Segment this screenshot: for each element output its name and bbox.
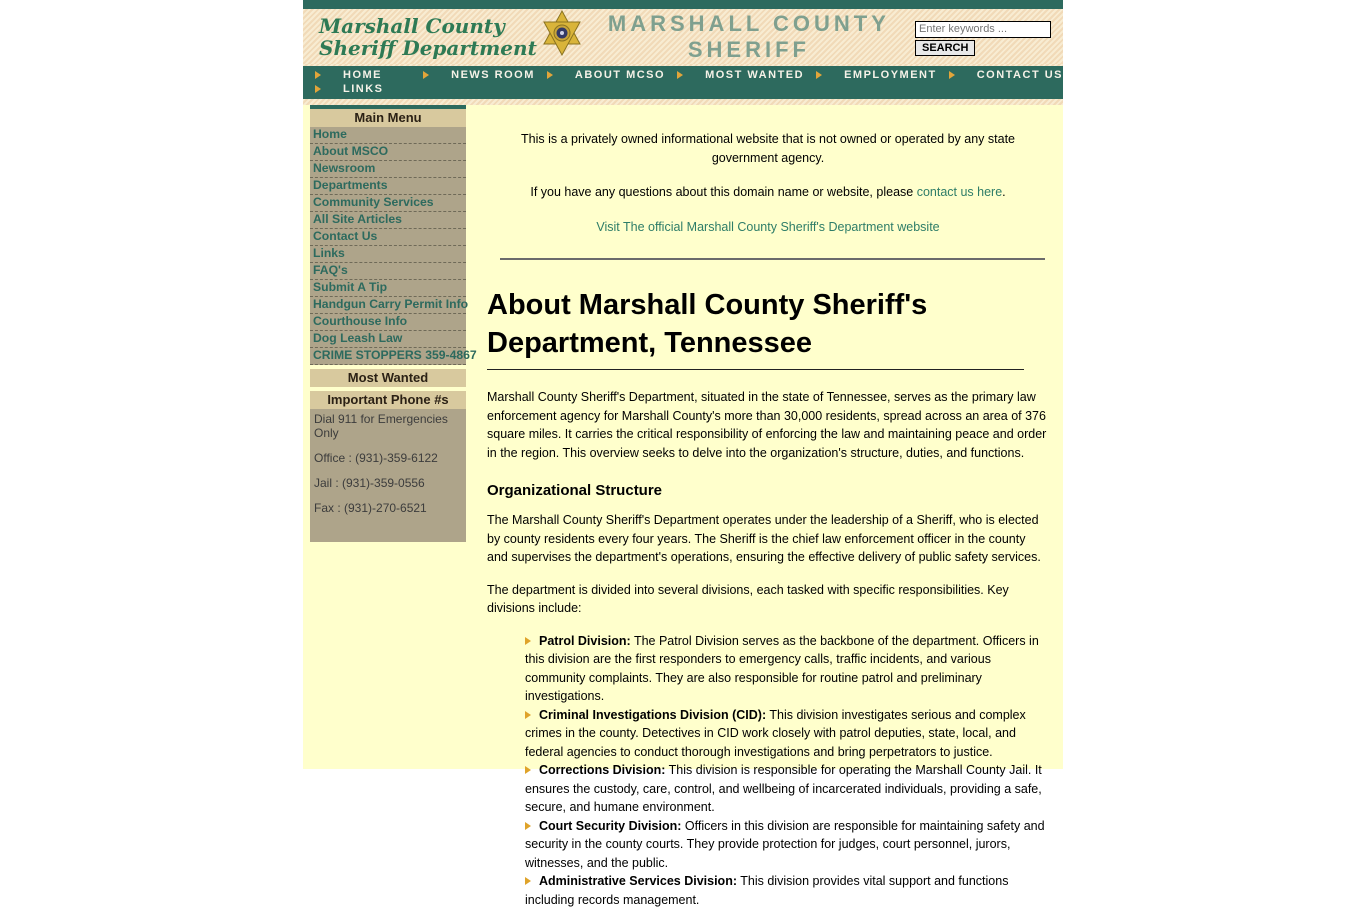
- nav-arrow-icon: [315, 71, 321, 79]
- division-text: This division provides vital support and functions including records management.: [525, 874, 1008, 907]
- nav-item[interactable]: [411, 68, 535, 82]
- nav-item[interactable]: [303, 82, 430, 96]
- bullet-arrow-icon: [525, 822, 531, 830]
- division-title: Administrative Services Division:: [539, 874, 737, 888]
- division-item: [525, 632, 1049, 706]
- menu-item[interactable]: All Site Articles: [310, 212, 466, 229]
- phones-header: Important Phone #s: [310, 391, 466, 409]
- main-menu-header: Main Menu: [310, 109, 466, 127]
- nav-arrow-icon: [315, 85, 321, 93]
- phone-line: Dial 911 for Emergencies Only: [314, 412, 462, 440]
- division-title: Corrections Division:: [539, 763, 665, 777]
- intro-paragraph: Marshall County Sheriff's Department, situated in the state of Tennessee, serves as the primary law enforcement agency for Marshall County's more than 30,000 residents, spread across an area of 376 square miles. It carries the critical responsibility of enforcing the law and maintaining peace and order in the region. This overview seeks to delve into the organization's structure, duties, and functions.: [487, 388, 1049, 462]
- menu-item[interactable]: Links: [310, 246, 466, 263]
- menu-item[interactable]: Courthouse Info: [310, 314, 466, 331]
- division-text: This division investigates serious and complex crimes in the county. Detectives in CID work closely with patrol deputies, state, local, and federal agencies to conduct thorough investigations and bring perpetrators to justice.: [525, 708, 1026, 759]
- nav-arrow-icon: [816, 71, 822, 79]
- division-item: [525, 706, 1049, 762]
- menu-item[interactable]: CRIME STOPPERS 359-4867: [310, 348, 466, 365]
- most-wanted-header: Most Wanted: [310, 369, 466, 387]
- nav-row-2: [303, 82, 1063, 96]
- nav-item-label: HOME: [343, 69, 382, 81]
- phone-line: Fax : (931)-270-6521: [314, 501, 462, 515]
- menu-item[interactable]: Handgun Carry Permit Info: [310, 297, 466, 314]
- nav-item-label: CONTACT US: [977, 69, 1063, 81]
- nav-arrow-icon: [677, 71, 683, 79]
- phone-numbers: [310, 409, 466, 542]
- nav-item-label: EMPLOYMENT: [844, 69, 937, 81]
- menu-item[interactable]: Newsroom: [310, 161, 466, 178]
- main-menu-list: [310, 127, 466, 365]
- division-title: Court Security Division:: [539, 819, 681, 833]
- search-box: [915, 17, 1055, 56]
- site-title: MARSHALL COUNTY SHERIFF: [583, 11, 915, 63]
- logo-text: [319, 15, 537, 59]
- disclaimer-2: [487, 183, 1049, 202]
- division-text: Officers in this division are responsible for maintaining safety and security in the county courts. They provide protection for judges, court personnel, jurors, witnesses, and the public.: [525, 819, 1045, 870]
- division-item: [525, 761, 1049, 817]
- nav-item[interactable]: [665, 68, 804, 82]
- phone-line: Jail : (931)-359-0556: [314, 476, 462, 490]
- division-title: Patrol Division:: [539, 634, 631, 648]
- menu-item[interactable]: Community Services: [310, 195, 466, 212]
- official-site-line: [487, 218, 1049, 237]
- main-column: [466, 105, 1063, 909]
- content-area: [303, 105, 1063, 769]
- menu-item[interactable]: Home: [310, 127, 466, 144]
- search-input[interactable]: [915, 21, 1051, 38]
- nav-arrow-icon: [547, 71, 553, 79]
- nav-item-label: NEWS ROOM: [451, 69, 535, 81]
- nav-arrow-icon: [949, 71, 955, 79]
- nav-item-label: MOST WANTED: [705, 69, 804, 81]
- nav-arrow-icon: [423, 71, 429, 79]
- structure-paragraph-2: The department is divided into several divisions, each tasked with specific responsibilities. Key divisions include:: [487, 581, 1049, 618]
- page-title: About Marshall County Sheriff's Department, Tennessee: [487, 286, 1024, 370]
- nav-item[interactable]: [535, 68, 665, 82]
- menu-item[interactable]: About MSCO: [310, 144, 466, 161]
- logo-line1: Marshall County: [319, 15, 537, 37]
- logo: [319, 15, 583, 59]
- division-text: The Patrol Division serves as the backbone of the department. Officers in this division are the first responders to emergency calls, traffic incidents, and various community complaints. They are also responsible for routine patrol and preliminary investigations.: [525, 634, 1039, 704]
- official-website-link[interactable]: Visit The official Marshall County Sheriff's Department website: [596, 220, 939, 234]
- structure-paragraph-1: The Marshall County Sheriff's Department operates under the leadership of a Sheriff, who is elected by county residents every four years. The Sheriff is the chief law enforcement officer in the county and supervises the department's operations, ensuring the effective delivery of public safety services.: [487, 511, 1049, 567]
- logo-line2: Sheriff Department: [319, 37, 537, 59]
- nav-item[interactable]: [804, 68, 937, 82]
- bullet-arrow-icon: [525, 766, 531, 774]
- top-teal-bar: [303, 0, 1063, 9]
- section-title: Organizational Structure: [487, 482, 1049, 499]
- disclaimer-2-text: If you have any questions about this domain name or website, please: [530, 185, 916, 199]
- division-title: Criminal Investigations Division (CID):: [539, 708, 766, 722]
- divider-rule: [500, 258, 1045, 260]
- disclaimer-1: This is a privately owned informational website that is not owned or operated by any state government agency.: [487, 130, 1049, 167]
- menu-item[interactable]: Submit A Tip: [310, 280, 466, 297]
- bullet-arrow-icon: [525, 637, 531, 645]
- sheriff-star-icon: [541, 10, 583, 56]
- disclaimer-2-period: .: [1002, 185, 1005, 199]
- nav-row-1: [303, 68, 1063, 82]
- bullet-arrow-icon: [525, 711, 531, 719]
- site-container: [303, 0, 1063, 768]
- divisions-list: [487, 632, 1049, 909]
- menu-item[interactable]: Dog Leash Law: [310, 331, 466, 348]
- search-button[interactable]: SEARCH: [915, 40, 975, 56]
- menu-item[interactable]: Departments: [310, 178, 466, 195]
- bullet-arrow-icon: [525, 877, 531, 885]
- main-nav: [303, 66, 1063, 99]
- division-text: This division is responsible for operating the Marshall County Jail. It ensures the custody, care, control, and wellbeing of incarcerated individuals, providing a safe, secure, and humane environment.: [525, 763, 1042, 814]
- menu-item[interactable]: Contact Us: [310, 229, 466, 246]
- nav-item-label: ABOUT MCSO: [575, 69, 665, 81]
- nav-item[interactable]: [937, 68, 1063, 82]
- header-banner: [303, 9, 1063, 64]
- menu-item[interactable]: FAQ's: [310, 263, 466, 280]
- contact-us-link[interactable]: contact us here: [917, 185, 1002, 199]
- division-item: [525, 872, 1049, 909]
- phone-line: Office : (931)-359-6122: [314, 451, 462, 465]
- sidebar: [310, 105, 466, 542]
- nav-item[interactable]: [303, 68, 411, 82]
- nav-item-label: LINKS: [343, 83, 384, 95]
- division-item: [525, 817, 1049, 873]
